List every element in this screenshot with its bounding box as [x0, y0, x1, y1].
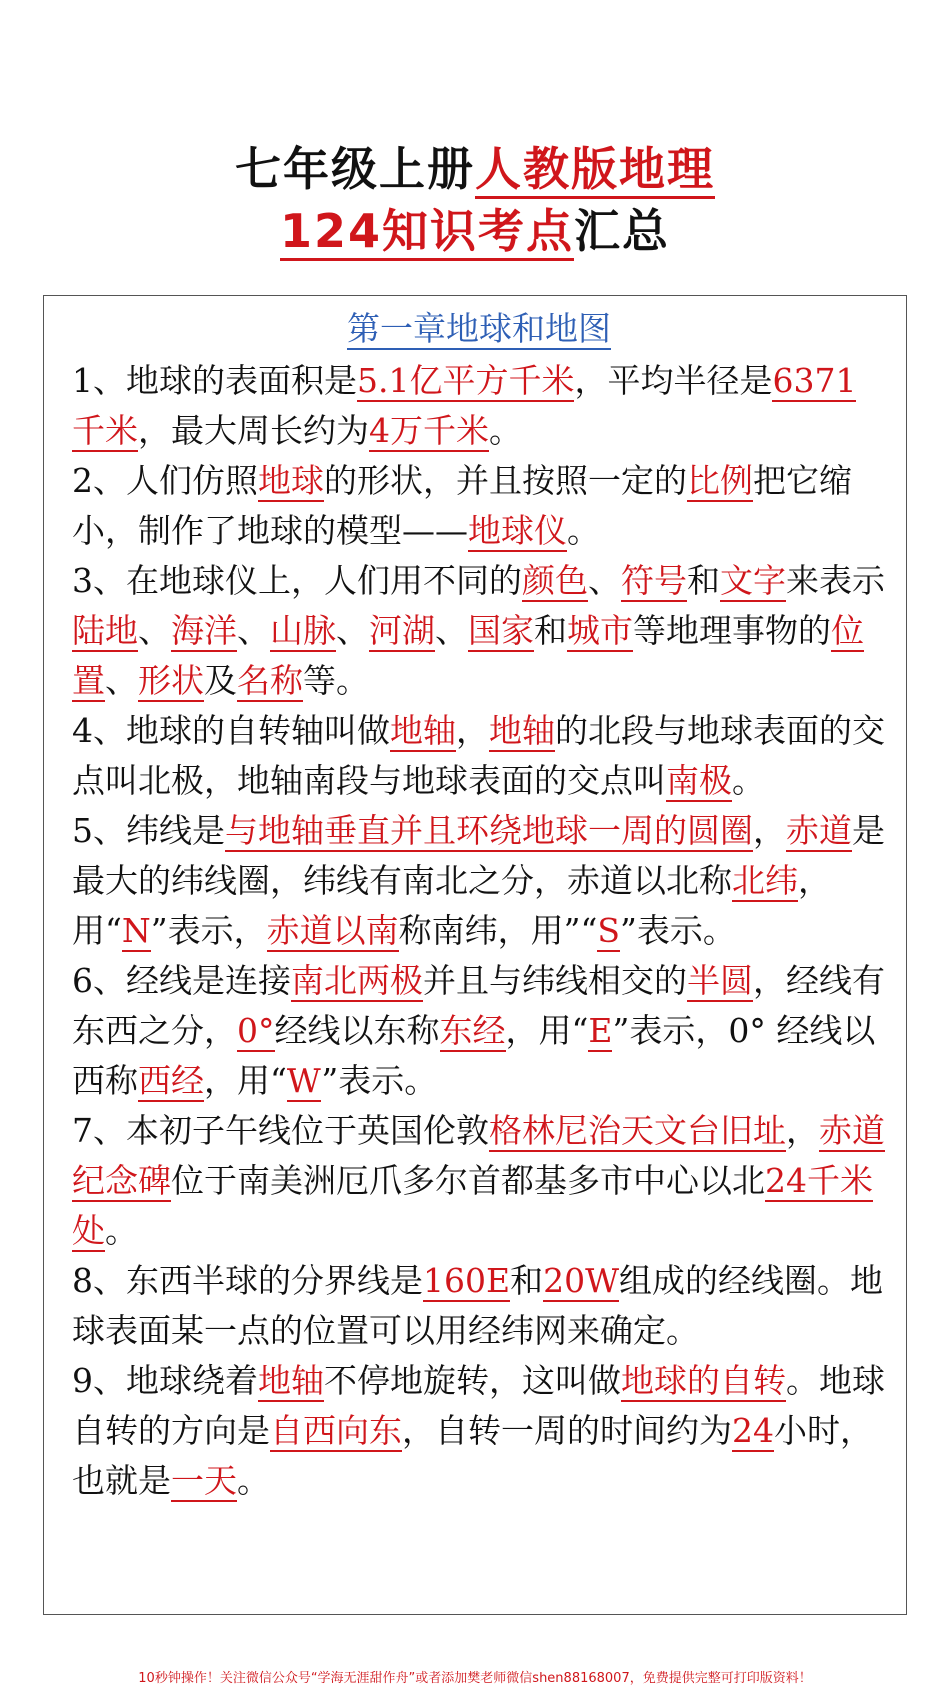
point-text: 组成的经线圈。地球表面某一点的位置可以用经纬网来确定。: [72, 1261, 883, 1350]
point-text: 。: [237, 1461, 270, 1500]
point-text: 7、本初子午线位于英国伦敦: [72, 1111, 489, 1150]
point-text: 、: [105, 661, 138, 700]
key-term: 半圆: [687, 961, 753, 1000]
key-term: 4万千米: [369, 411, 489, 450]
point-text: 。: [567, 511, 600, 550]
key-term: 24千米处: [72, 1161, 873, 1250]
knowledge-point-7: [72, 1106, 886, 1256]
key-term: 名称: [237, 661, 303, 700]
point-text: 来表示: [786, 561, 885, 600]
key-term: 地球: [258, 461, 324, 500]
key-term: 地轴: [258, 1361, 324, 1400]
point-text: ，平均半径是: [574, 361, 773, 400]
point-text: ，用“: [204, 1061, 287, 1100]
point-text: 。: [489, 411, 522, 450]
point-text: 3、在地球仪上，人们用不同的: [72, 561, 522, 600]
key-term: 赤道以南: [266, 911, 399, 950]
point-text: 和: [687, 561, 720, 600]
point-text: 、: [588, 561, 621, 600]
key-term: 160E: [423, 1261, 511, 1300]
key-term: 自西向东: [270, 1411, 402, 1450]
key-term: 5.1亿平方千米: [357, 361, 575, 400]
chapter-heading-text: 第一章地球和地图: [347, 309, 611, 348]
point-text: ，用“: [72, 861, 831, 950]
key-term: 24: [732, 1411, 774, 1450]
key-term: 20W: [543, 1261, 619, 1300]
key-term: 东经: [439, 1011, 506, 1050]
key-term: 符号: [621, 561, 687, 600]
key-term: 城市: [567, 611, 633, 650]
point-text: ，: [456, 711, 489, 750]
point-text: 。: [732, 761, 765, 800]
key-term: 0°: [237, 1011, 275, 1050]
key-term: 西经: [138, 1061, 204, 1100]
point-text: 、: [435, 611, 468, 650]
point-text: 并且与纬线相交的: [423, 961, 687, 1000]
key-term: 南北两极: [291, 961, 423, 1000]
key-term: 地球仪: [468, 511, 567, 550]
key-term: 赤道: [786, 811, 852, 850]
title-text: 汇总: [574, 204, 671, 258]
point-text: ，: [753, 811, 786, 850]
key-term: 河湖: [369, 611, 435, 650]
chapter-heading: [72, 308, 886, 350]
point-text: 4、地球的自转轴叫做: [72, 711, 390, 750]
knowledge-point-3: [72, 556, 886, 706]
key-term: 颜色: [522, 561, 588, 600]
point-text: 的形状，并且按照一定的: [324, 461, 687, 500]
knowledge-point-9: [72, 1356, 886, 1506]
point-text: 等地理事物的: [633, 611, 831, 650]
key-term: 一天: [171, 1461, 237, 1500]
key-term: 格林尼治天文台旧址: [489, 1111, 786, 1150]
title-line-1: [0, 138, 950, 200]
point-text: 8、东西半球的分界线是: [72, 1261, 423, 1300]
point-text: 。: [105, 1211, 138, 1250]
key-term: 南极: [666, 761, 732, 800]
knowledge-points-list: [72, 356, 886, 1506]
key-term: 位置: [72, 611, 864, 700]
point-text: 的北段与地球表面的交点叫北极，地轴南段与地球表面的交点叫: [72, 711, 885, 800]
point-text: 9、地球绕着: [72, 1361, 258, 1400]
point-text: ”表示，0° 经线以西称: [72, 1011, 876, 1100]
key-term: 赤道纪念碑: [72, 1111, 885, 1200]
point-text: 把它缩小，制作了地球的模型——: [72, 461, 852, 550]
key-term: 北纬: [732, 861, 798, 900]
footer-notice: 10秒钟操作！关注微信公众号“学海无涯甜作舟”或者添加樊老师微信shen88168007，免费提供完整可打印版资料！: [138, 1671, 812, 1686]
point-text: 经线以东称: [274, 1011, 440, 1050]
point-text: 和: [510, 1261, 544, 1300]
point-text: 1、地球的表面积是: [72, 361, 357, 400]
key-term: 山脉: [270, 611, 336, 650]
point-text: ，经线有东西之分，: [72, 961, 885, 1050]
point-text: 5、纬线是: [72, 811, 225, 850]
knowledge-point-2: [72, 456, 886, 556]
key-term: 比例: [687, 461, 753, 500]
point-text: ，: [786, 1111, 819, 1150]
knowledge-point-5: [72, 806, 886, 956]
point-text: 2、人们仿照: [72, 461, 258, 500]
title-line-2: [0, 200, 950, 262]
key-term: N: [121, 911, 151, 950]
point-text: 是最大的纬线圈，纬线有南北之分，赤道以北称: [72, 811, 885, 900]
point-text: 6、经线是连接: [72, 961, 291, 1000]
key-term: 地轴: [489, 711, 555, 750]
key-term: 国家: [468, 611, 534, 650]
knowledge-point-8: [72, 1256, 886, 1356]
content-card: [43, 295, 907, 1615]
point-text: 、: [237, 611, 270, 650]
point-text: 、: [336, 611, 369, 650]
title-text: 七年级上册: [235, 142, 475, 196]
point-text: 和: [534, 611, 567, 650]
key-term: 海洋: [171, 611, 237, 650]
point-text: ”表示。: [321, 1061, 438, 1100]
knowledge-point-1: [72, 356, 886, 456]
point-text: 位于南美洲厄爪多尔首都基多市中心以北: [171, 1161, 765, 1200]
title-highlight: 124知识考点: [280, 204, 574, 261]
key-term: E: [588, 1011, 613, 1050]
key-term: 形状: [138, 661, 204, 700]
key-term: 与地轴垂直并且环绕地球一周的圆圈: [225, 811, 753, 850]
point-text: 。地球自转的方向是: [72, 1361, 885, 1450]
point-text: 小时，也就是: [72, 1411, 873, 1500]
point-text: ”表示，: [150, 911, 267, 950]
knowledge-point-6: [72, 956, 886, 1106]
title-highlight: 人教版地理: [475, 142, 715, 199]
point-text: ，用“: [505, 1011, 589, 1050]
key-term: 6371千米: [72, 361, 857, 450]
point-text: 称南纬，用”“: [398, 911, 598, 950]
point-text: 等。: [303, 661, 369, 700]
key-term: 地轴: [390, 711, 456, 750]
point-text: 不停地旋转，这叫做: [324, 1361, 621, 1400]
page-title: [0, 138, 950, 262]
point-text: 、: [138, 611, 171, 650]
key-term: W: [286, 1061, 322, 1100]
point-text: 及: [204, 661, 237, 700]
key-term: 地球的自转: [621, 1361, 786, 1400]
key-term: 文字: [720, 561, 786, 600]
point-text: ”表示。: [619, 911, 736, 950]
key-term: 陆地: [72, 611, 138, 650]
point-text: ，最大周长约为: [138, 411, 369, 450]
key-term: S: [597, 911, 620, 950]
point-text: ，自转一周的时间约为: [402, 1411, 732, 1450]
knowledge-point-4: [72, 706, 886, 806]
